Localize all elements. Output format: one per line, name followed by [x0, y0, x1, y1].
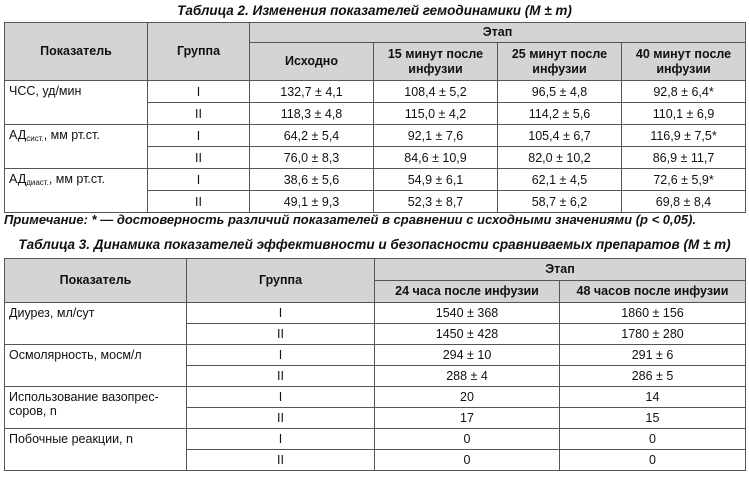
table2-note — [4, 212, 696, 228]
value-cell: 82,0 ± 10,2 — [498, 147, 622, 169]
value-cell: 291 ± 6 — [560, 345, 746, 366]
row-label: Осмолярность, мосм/л — [5, 345, 187, 387]
value-cell: 1860 ± 156 — [560, 303, 746, 324]
table-row — [5, 125, 746, 147]
hemodynamics-table — [4, 22, 746, 213]
value-cell: 0 — [375, 429, 560, 450]
header-stage: Этап — [250, 23, 746, 43]
value-cell: 15 — [560, 408, 746, 429]
row-label: $АД_{диаст.}$, мм рт.ст. — [5, 169, 148, 213]
value-cell: 49,1 ± 9,3 — [250, 191, 374, 213]
group-cell: II — [187, 408, 375, 429]
value-cell: 118,3 ± 4,8 — [250, 103, 374, 125]
value-cell: 69,8 ± 8,4 — [622, 191, 746, 213]
value-cell: 0 — [560, 429, 746, 450]
table-row — [5, 429, 746, 450]
value-cell: 96,5 ± 4,8 — [498, 81, 622, 103]
note-text: * — достоверность различий показателей в сравнении с исходными значениями (p < 0,05). — [87, 212, 697, 227]
group-cell: II — [187, 366, 375, 387]
table-row — [5, 387, 746, 408]
table3-caption: Таблица 3. Динамика показателей эффективности и безопасности сравниваемых препаратов (M ± m) — [18, 237, 731, 252]
value-cell: 132,7 ± 4,1 — [250, 81, 374, 103]
value-cell: 110,1 ± 6,9 — [622, 103, 746, 125]
header-stage-col: 40 минут после инфузии — [622, 43, 746, 81]
value-cell: 92,8 ± 6,4* — [622, 81, 746, 103]
value-cell: 1780 ± 280 — [560, 324, 746, 345]
value-cell: 20 — [375, 387, 560, 408]
value-cell: 115,0 ± 4,2 — [374, 103, 498, 125]
row-label: Использование вазопрес-соров, n — [5, 387, 187, 429]
group-cell: I — [148, 125, 250, 147]
value-cell: 58,7 ± 6,2 — [498, 191, 622, 213]
value-cell: 17 — [375, 408, 560, 429]
table-row — [5, 345, 746, 366]
value-cell: 14 — [560, 387, 746, 408]
value-cell: 288 ± 4 — [375, 366, 560, 387]
value-cell: 62,1 ± 4,5 — [498, 169, 622, 191]
value-cell: 114,2 ± 5,6 — [498, 103, 622, 125]
group-cell: I — [187, 429, 375, 450]
header-indicator: Показатель — [5, 259, 187, 303]
header-stage-col: 48 часов после инфузии — [560, 281, 746, 303]
header-stage-col: 15 минут после инфузии — [374, 43, 498, 81]
value-cell: 38,6 ± 5,6 — [250, 169, 374, 191]
value-cell: 72,6 ± 5,9* — [622, 169, 746, 191]
row-label: ЧСС, уд/мин — [5, 81, 148, 125]
value-cell: 286 ± 5 — [560, 366, 746, 387]
table-row — [5, 169, 746, 191]
value-cell: 76,0 ± 8,3 — [250, 147, 374, 169]
row-label: $АД_{сист.}$, мм рт.ст. — [5, 125, 148, 169]
row-label: Побочные реакции, n — [5, 429, 187, 471]
table2-caption: Таблица 2. Изменения показателей гемодинамики (M ± m) — [177, 3, 572, 18]
value-cell: 84,6 ± 10,9 — [374, 147, 498, 169]
efficacy-safety-table — [4, 258, 746, 471]
group-cell: I — [187, 387, 375, 408]
value-cell: 92,1 ± 7,6 — [374, 125, 498, 147]
header-group: Группа — [187, 259, 375, 303]
note-label: Примечание: — [4, 212, 88, 227]
group-cell: II — [148, 147, 250, 169]
row-label: Диурез, мл/сут — [5, 303, 187, 345]
group-cell: II — [187, 324, 375, 345]
value-cell: 105,4 ± 6,7 — [498, 125, 622, 147]
group-cell: II — [187, 450, 375, 471]
value-cell: 294 ± 10 — [375, 345, 560, 366]
value-cell: 52,3 ± 8,7 — [374, 191, 498, 213]
group-cell: I — [187, 303, 375, 324]
value-cell: 54,9 ± 6,1 — [374, 169, 498, 191]
table-row — [5, 303, 746, 324]
group-cell: I — [148, 81, 250, 103]
value-cell: 1540 ± 368 — [375, 303, 560, 324]
header-indicator: Показатель — [5, 23, 148, 81]
header-stage-col: 24 часа после инфузии — [375, 281, 560, 303]
value-cell: 0 — [375, 450, 560, 471]
value-cell: 108,4 ± 5,2 — [374, 81, 498, 103]
value-cell: 0 — [560, 450, 746, 471]
value-cell: 64,2 ± 5,4 — [250, 125, 374, 147]
header-group: Группа — [148, 23, 250, 81]
value-cell: 116,9 ± 7,5* — [622, 125, 746, 147]
group-cell: I — [187, 345, 375, 366]
group-cell: II — [148, 103, 250, 125]
value-cell: 1450 ± 428 — [375, 324, 560, 345]
header-stage-col: Исходно — [250, 43, 374, 81]
value-cell: 86,9 ± 11,7 — [622, 147, 746, 169]
header-stage: Этап — [375, 259, 746, 281]
group-cell: II — [148, 191, 250, 213]
group-cell: I — [148, 169, 250, 191]
table-row — [5, 81, 746, 103]
header-stage-col: 25 минут после инфузии — [498, 43, 622, 81]
